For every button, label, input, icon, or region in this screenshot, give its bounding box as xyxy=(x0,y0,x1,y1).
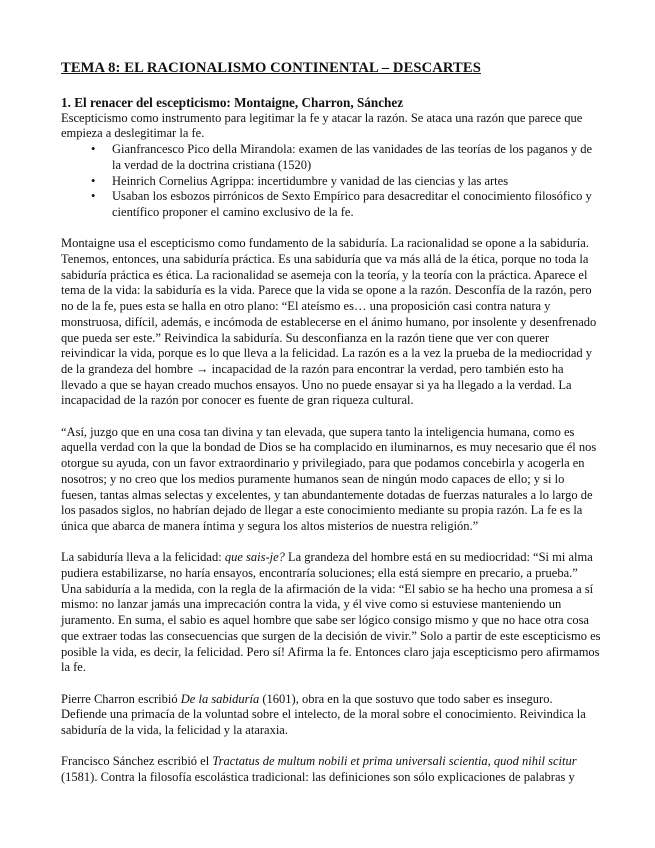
document-title: TEMA 8: EL RACIONALISMO CONTINENTAL – DESCARTES xyxy=(61,60,481,76)
bullet-icon: • xyxy=(91,189,96,204)
bullet-list xyxy=(61,142,601,221)
paragraph-charron: Pierre Charron escribió De la sabiduría (1601), obra en la que sostuvo que todo saber es inseguro. Defiende una primacía de la voluntad sobre el intelecto, de la moral sobre el conocimiento. Reivindica la sabiduría de la vida, la felicidad y la ataraxia. xyxy=(61,691,586,738)
bullet-icon: • xyxy=(91,173,96,188)
list-item: • Heinrich Cornelius Agrippa: incertidumbre y vanidad de las ciencias y las artes xyxy=(91,173,509,188)
paragraph-felicidad: La sabiduría lleva a la felicidad: que sais-je? La grandeza del hombre está en su mediocridad: “Si mi alma pudiera estabilizarse, no haría ensayos, encontraría soluciones; ella está siempre en precario, a prueba.” Una sabiduría a la medida, con la regla de la afirmación de la vida: “El sabio se ha hecho una promesa a sí mismo: no lanzar jamás una imprecación contra la vida, y él vive como si estuviese manteniendo un juramento. En suma, el sabio es aquel hombre que sabe ser lógico consigo mismo y que no hace otra cosa que extraer todas las consecuencias que surgen de la decisión de vivir.” Solo a partir de este escepticismo es posible la vida, es decir, la felicidad. Pero sí! Afirma la fe. Entonces claro jaja escepticismo pero afirmamos la fe. xyxy=(61,550,601,675)
list-item: • Usaban los esbozos pirrónicos de Sexto Empírico para desacreditar el conocimiento filosófico y científico proponer el camino exclusivo de la fe. xyxy=(91,189,592,219)
section-heading: 1. El renacer del escepticismo: Montaigne, Charron, Sánchez xyxy=(61,95,404,110)
paragraph-montaigne: Montaigne usa el escepticismo como fundamento de la sabiduría. La racionalidad se opone a la sabiduría. Tenemos, entonces, una sabiduría práctica. Es una sabiduría que va más allá de la ética, porque no toda la sabiduría práctica es ética. La racionalidad se asemeja con la teoría, y la teoría con la práctica. Aparece el tema de la vida: la sabiduría es la vida. Parece que la vida se opone a la razón. Desconfía de la razón, pero no de la fe, pues esta se halla en otro plano: “El ateísmo es… una proposición casi contra natura y monstruosa, difícil, además, e incómoda de establecerse en el ánimo humano, por insolente y desenfrenado que pueda ser este.” Reivindica la sabiduría. Su desconfianza en la razón tiene que ver con querer reivindicar la vida, porque es lo que lleva a la felicidad. La razón es a la vez la prueba de la mediocridad y de la grandeza del hombre → incapacidad de la razón para encontrar la verdad, pero también esto ha llevado a que se hayan creado muchos ensayos. Uno no puede ensayar si ya ha llegado a la verdad. La incapacidad de la razón por conocer es fuente de gran riqueza cultural. xyxy=(61,236,597,408)
document-page xyxy=(61,60,601,786)
section-intro: Escepticismo como instrumento para legitimar la fe y atacar la razón. Se ataca una razón que parece que empieza a deslegitimar la fe. xyxy=(61,110,583,141)
bullet-icon: • xyxy=(91,142,96,157)
paragraph-quote: “Así, juzgo que en una cosa tan divina y tan elevada, que supera tanto la inteligencia humana, como es aquella verdad con la que la bondad de Dios se ha complacido en iluminarnos, es muy necesario que él nos otorgue su ayuda, con un favor extraordinario y privilegiado, para que podamos concebirla y acogerla en nosotros; y no creo que los medios puramente humanos sean de ningún modo capaces de ello; y si lo fuesen, tantas almas selectas y excelentes, y tan abundantemente dotadas de fuerzas naturales a lo largo de los pasados siglos, no habrían dejado de llegar a este conocimiento mediante su propia razón. La fe es la única que abarca de manera íntima y segura los altos misterios de nuestra religión.” xyxy=(61,424,597,533)
list-item: • Gianfrancesco Pico della Mirandola: examen de las vanidades de las teorías de los paganos y de la verdad de la doctrina cristiana (1520) xyxy=(91,142,593,172)
paragraph-sanchez: Francisco Sánchez escribió el Tractatus de multum nobili et prima universali scientia, quod nihil scitur (1581). Contra la filosofía escolástica tradicional: las definiciones son sólo explicaciones de palabras y xyxy=(61,754,577,785)
